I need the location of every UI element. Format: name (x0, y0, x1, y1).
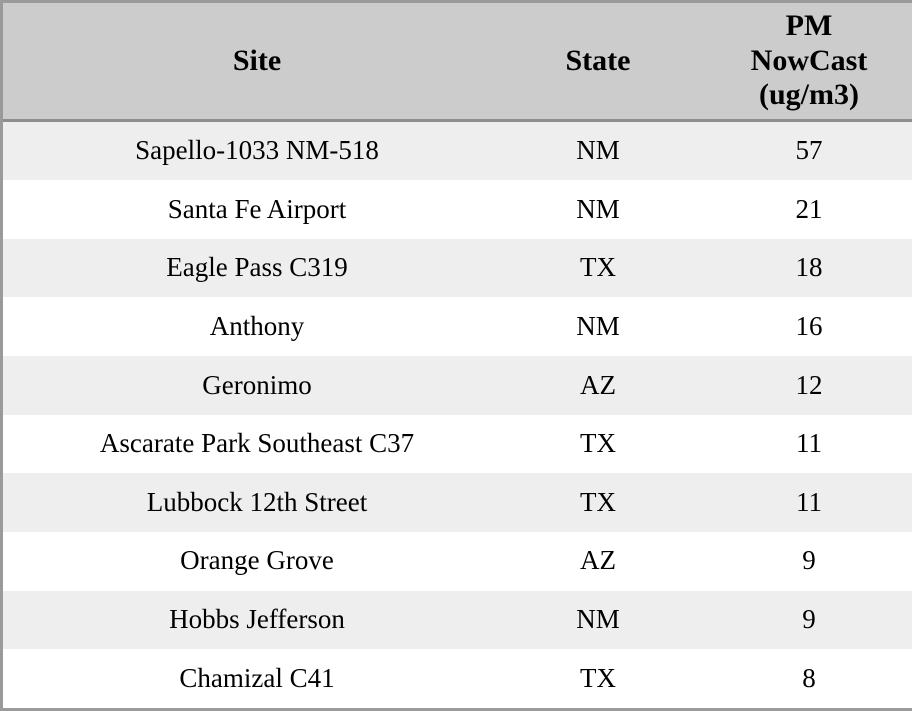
table-row (3, 415, 912, 474)
cell-state: AZ (511, 532, 685, 591)
cell-pm-nowcast: 57 (685, 120, 912, 180)
table-row (3, 297, 912, 356)
cell-site: Orange Grove (3, 532, 511, 591)
table-row (3, 180, 912, 239)
column-header-pm-nowcast-line3: (ug/m3) (759, 78, 859, 111)
table-header (3, 3, 912, 120)
cell-site: Geronimo (3, 356, 511, 415)
cell-state: NM (511, 297, 685, 356)
table-header-row (3, 3, 912, 120)
table-row (3, 356, 912, 415)
air-quality-table (3, 3, 912, 708)
column-header-pm-nowcast-line1: PM (785, 9, 833, 42)
cell-site: Santa Fe Airport (3, 180, 511, 239)
cell-site: Sapello-1033 NM-518 (3, 120, 511, 180)
table-row (3, 591, 912, 650)
cell-state: TX (511, 239, 685, 298)
cell-pm-nowcast: 9 (685, 532, 912, 591)
table-row (3, 239, 912, 298)
column-header-pm-nowcast-line2: NowCast (750, 43, 868, 77)
cell-site: Lubbock 12th Street (3, 473, 511, 532)
cell-state: NM (511, 591, 685, 650)
table-row (3, 649, 912, 708)
table-row (3, 532, 912, 591)
cell-state: NM (511, 180, 685, 239)
cell-site: Eagle Pass C319 (3, 239, 511, 298)
cell-state: TX (511, 649, 685, 708)
column-header-pm-nowcast (685, 3, 912, 120)
cell-pm-nowcast: 11 (685, 473, 912, 532)
column-header-site: Site (3, 3, 511, 120)
cell-site: Ascarate Park Southeast C37 (3, 415, 511, 474)
cell-pm-nowcast: 21 (685, 180, 912, 239)
cell-pm-nowcast: 18 (685, 239, 912, 298)
cell-site: Hobbs Jefferson (3, 591, 511, 650)
table-body (3, 120, 912, 708)
cell-state: NM (511, 120, 685, 180)
cell-site: Anthony (3, 297, 511, 356)
cell-state: AZ (511, 356, 685, 415)
cell-pm-nowcast: 9 (685, 591, 912, 650)
cell-pm-nowcast: 16 (685, 297, 912, 356)
cell-pm-nowcast: 12 (685, 356, 912, 415)
cell-state: TX (511, 415, 685, 474)
table-row (3, 473, 912, 532)
cell-pm-nowcast: 8 (685, 649, 912, 708)
table-row (3, 120, 912, 180)
column-header-state: State (511, 3, 685, 120)
cell-site: Chamizal C41 (3, 649, 511, 708)
cell-state: TX (511, 473, 685, 532)
cell-pm-nowcast: 11 (685, 415, 912, 474)
